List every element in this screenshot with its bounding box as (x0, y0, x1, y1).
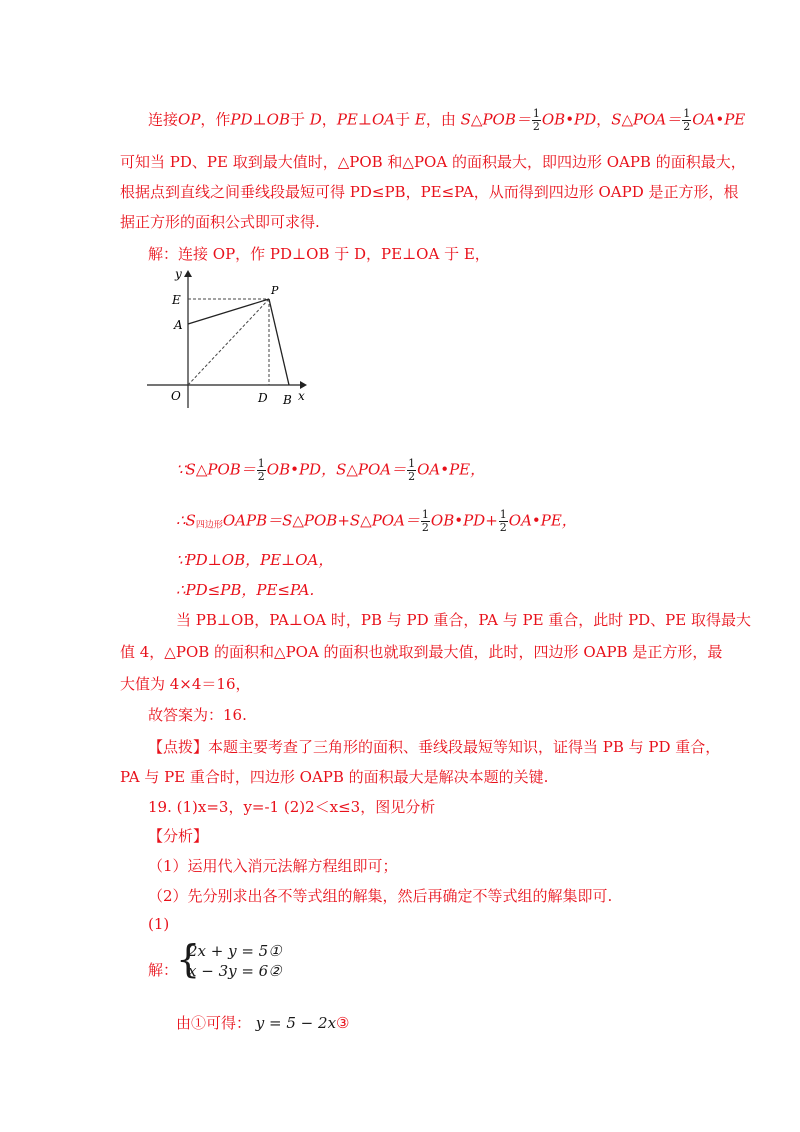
analysis-line-3: 据正方形的面积公式即可求得. (120, 213, 320, 231)
conclusion-line-2: 值 4，△POB 的面积和△POA 的面积也就取到最大值，此时，四边形 OAPB 是正方形，最 (120, 643, 723, 661)
conclusion-line-1: 当 PB⊥OB，PA⊥OA 时，PB 与 PD 重合，PA 与 PE 重合，此时 PD、PE 取得最大 (176, 611, 751, 629)
brace-icon: { (176, 937, 201, 981)
equation-system (176, 937, 336, 984)
q19-analysis-2: （2）先分别求出各不等式组的解集，然后再确定不等式组的解集即可. (148, 887, 613, 905)
coordinate-figure (145, 266, 315, 411)
label-b: B (283, 393, 292, 407)
step-text: ∵S△POB＝ (176, 460, 256, 479)
derived-mark: ③ (336, 1014, 350, 1032)
segment-pb (269, 299, 289, 385)
q19-analysis-title: 【分析】 (148, 827, 209, 845)
derived-label: 由①可得： (176, 1014, 252, 1032)
intro-ob-pd: OB•PD (541, 110, 597, 129)
step-4: ∴PD≤PB，PE≤PA. (176, 581, 315, 599)
intro-d: D (309, 110, 322, 129)
label-e: E (172, 293, 181, 307)
label-d: D (258, 391, 268, 405)
step-2 (176, 509, 577, 536)
intro-text: 连接 (148, 110, 179, 129)
fraction-half: $\frac{1}{2}$ (257, 457, 265, 483)
derived-equation: y = 5 − 2x (255, 1014, 337, 1032)
label-y: y (175, 267, 182, 281)
step-text: OA•PE， (417, 460, 486, 479)
label-p: P (271, 284, 279, 297)
label-o: O (171, 389, 181, 403)
step-text: OB•PD+ (430, 511, 498, 530)
equation-1: 2x + y = 5① (188, 942, 282, 960)
step-text: OAPB＝S△POB+S△POA＝ (222, 511, 420, 530)
intro-s-pob: S△POB＝ (460, 110, 531, 129)
step-1 (176, 458, 485, 483)
step-text: OB•PD，S△POA＝ (266, 460, 407, 479)
label-a: A (174, 318, 183, 332)
analysis-line-2: 根据点到直线之间垂线段最短可得 PD≤PB，PE≤PA，从而得到四边形 OAPD 是正方形，根 (120, 183, 739, 201)
intro-text: 于 (289, 110, 305, 129)
comment-line-1: 【点拨】本题主要考查了三角形的面积、垂线段最短等知识，证得当 PB 与 PD 重合， (148, 738, 721, 756)
intro-pd-ob: PD⊥OB (230, 110, 290, 129)
label-x: x (298, 389, 305, 403)
analysis-line-1: 可知当 PD、PE 取到最大值时，△POB 和△POA 的面积最大，即四边形 OAPB 的面积最大， (120, 153, 746, 171)
step-text: ∴S (176, 511, 196, 530)
conclusion-line-3: 大值为 4×4＝16， (120, 675, 251, 693)
y-axis-arrow-icon (184, 270, 192, 277)
solve-label: 解： (148, 961, 179, 979)
step-text: OA•PE， (508, 511, 577, 530)
fraction-half: $\frac{1}{2}$ (683, 107, 691, 133)
fraction-half: $\frac{1}{2}$ (532, 107, 540, 133)
intro-text: ，作 (200, 110, 231, 129)
intro-line: 连接OP，作PD⊥OB于 D，PE⊥OA于 E，由 S△POB＝ $\frac{1}{2}$ OB•PD，S△POA＝ $\frac{1}{2}$ OA•PE (148, 107, 746, 133)
solution-intro: 解：连接 OP，作 PD⊥OB 于 D，PE⊥OA 于 E， (148, 245, 490, 263)
intro-text: 于 (395, 110, 411, 129)
x-axis-arrow-icon (300, 381, 307, 389)
answer-line: 故答案为：16. (148, 706, 247, 724)
step-3: ∵PD⊥OB，PE⊥OA， (176, 551, 334, 569)
fraction-half: $\frac{1}{2}$ (421, 508, 429, 534)
intro-s-poa: S△POA＝ (611, 110, 682, 129)
intro-text: ， (321, 110, 337, 129)
step-subscript: 四边形 (195, 520, 223, 531)
intro-oa-pe: OA•PE (692, 110, 746, 129)
equation-2: x − 3y = 6② (188, 962, 282, 980)
q19-part-1: (1) (148, 915, 170, 933)
intro-text: ，由 (425, 110, 456, 129)
fraction-half: $\frac{1}{2}$ (408, 457, 416, 483)
intro-pe-oa: PE⊥OA (336, 110, 396, 129)
intro-e: E (414, 110, 426, 129)
fraction-half: $\frac{1}{2}$ (499, 508, 507, 534)
derived-line (176, 1013, 349, 1033)
q19-header: 19. (1)x=3，y=-1 (2)2＜x≤3，图见分析 (148, 798, 436, 816)
comment-line-2: PA 与 PE 重合时，四边形 OAPB 的面积最大是解决本题的关键. (120, 768, 549, 786)
q19-analysis-1: （1）运用代入消元法解方程组即可； (148, 857, 398, 875)
intro-op: OP (178, 110, 201, 129)
